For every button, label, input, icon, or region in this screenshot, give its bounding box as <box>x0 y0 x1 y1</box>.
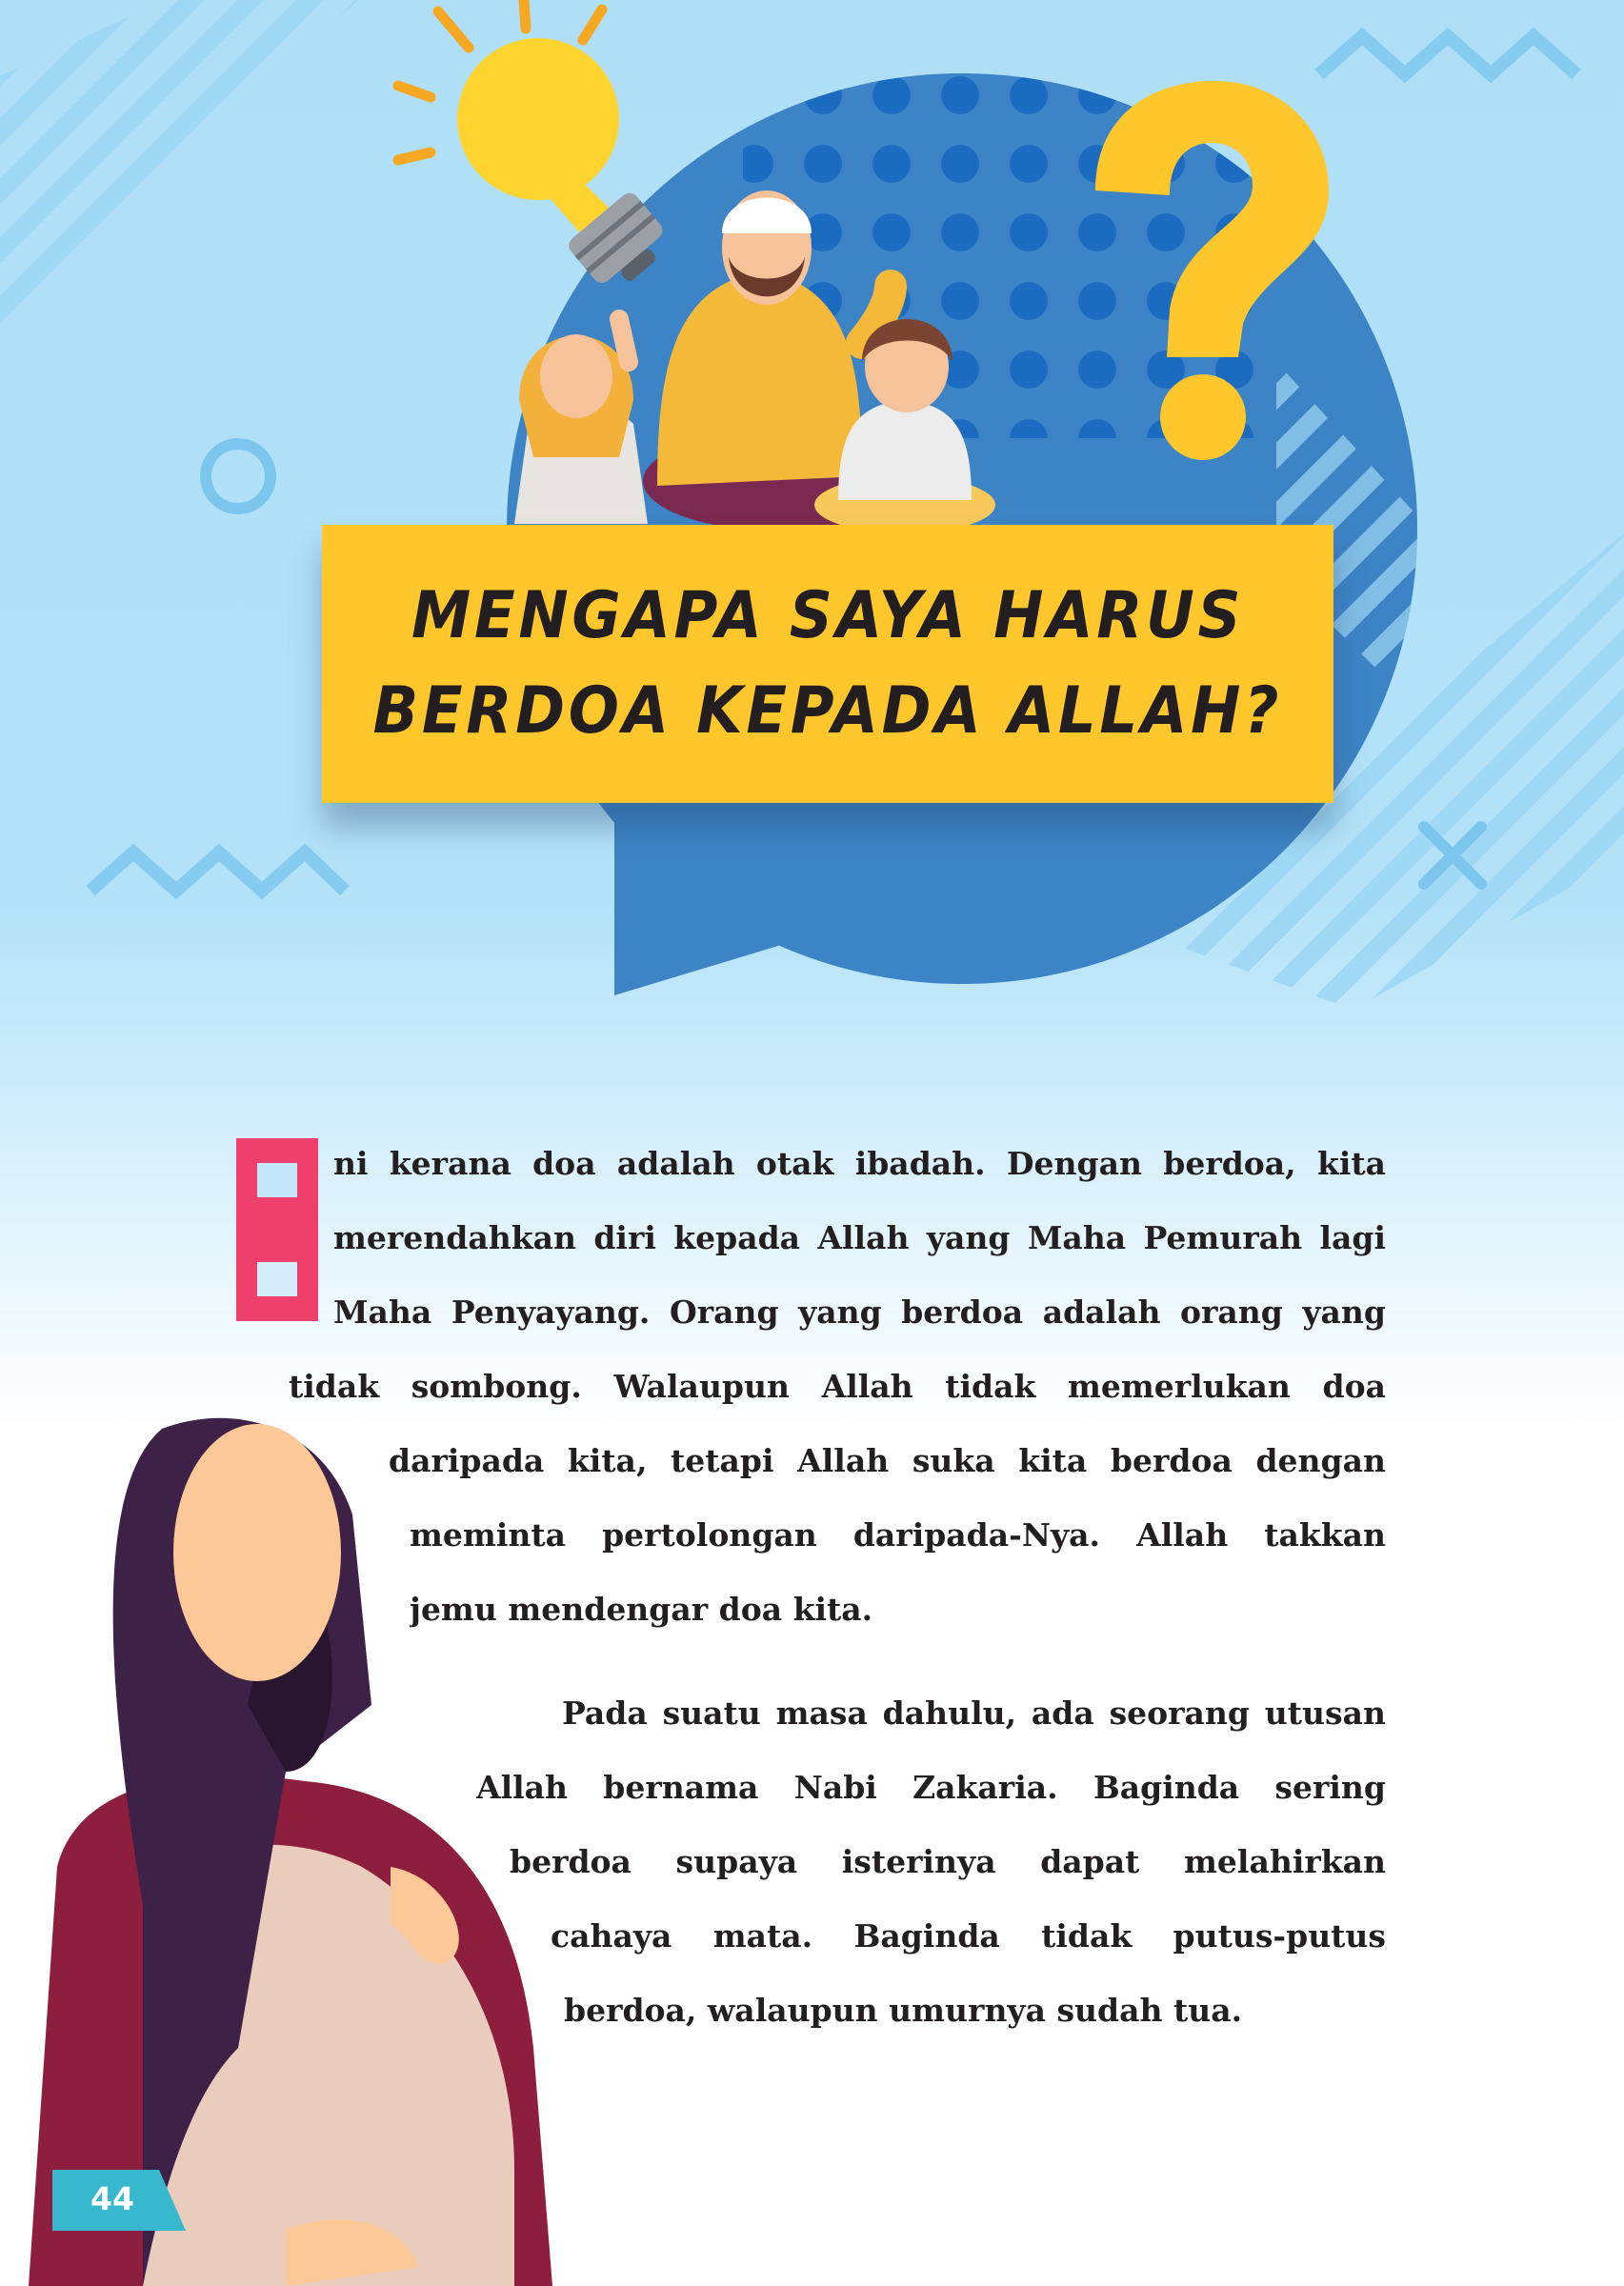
paragraph-line: ni kerana doa adalah otak ibadah. Dengan berdoa, kita <box>333 1145 1386 1182</box>
stripe-decoration-left <box>0 0 400 324</box>
zigzag-decoration <box>1319 36 1576 74</box>
paragraph-line: cahaya mata. Baginda tidak putus-putus <box>551 1917 1386 1955</box>
paragraph-1 <box>0 1127 1386 1647</box>
page-number: 44 <box>90 2180 134 2217</box>
paragraph-line: meminta pertolongan daripada-Nya. Allah takkan <box>410 1516 1386 1554</box>
paragraph-line: tidak sombong. Walaupun Allah tidak memerlukan doa <box>289 1368 1386 1405</box>
paragraph-line: jemu mendengar doa kita. <box>410 1591 873 1628</box>
title-banner <box>322 525 1333 803</box>
paragraph-line: berdoa supaya isterinya dapat melahirkan <box>510 1843 1386 1880</box>
circle-decoration <box>206 444 271 509</box>
drop-cap-letter: I <box>236 1138 240 1149</box>
paragraph-line: Allah bernama Nabi Zakaria. Baginda sering <box>476 1769 1386 1806</box>
paragraph-2 <box>0 1676 1386 2048</box>
paragraph-line: berdoa, walaupun umurnya sudah tua. <box>564 1992 1243 2029</box>
page-title-line-2: BERDOA KEPADA ALLAH? <box>372 673 1283 749</box>
paragraph-line: merendahkan diri kepada Allah yang Maha Pemurah lagi <box>333 1219 1386 1256</box>
paragraph-line: daripada kita, tetapi Allah suka kita berdoa dengan <box>389 1442 1386 1479</box>
paragraph-line: Pada suatu masa dahulu, ada seorang utusan <box>562 1694 1386 1732</box>
lightbulb-icon <box>398 0 676 298</box>
zigzag-decoration <box>90 852 345 891</box>
paragraph-line: Maha Penyayang. Orang yang berdoa adalah orang yang <box>333 1293 1386 1331</box>
page-title-line-1: MENGAPA SAYA HARUS <box>411 578 1245 653</box>
